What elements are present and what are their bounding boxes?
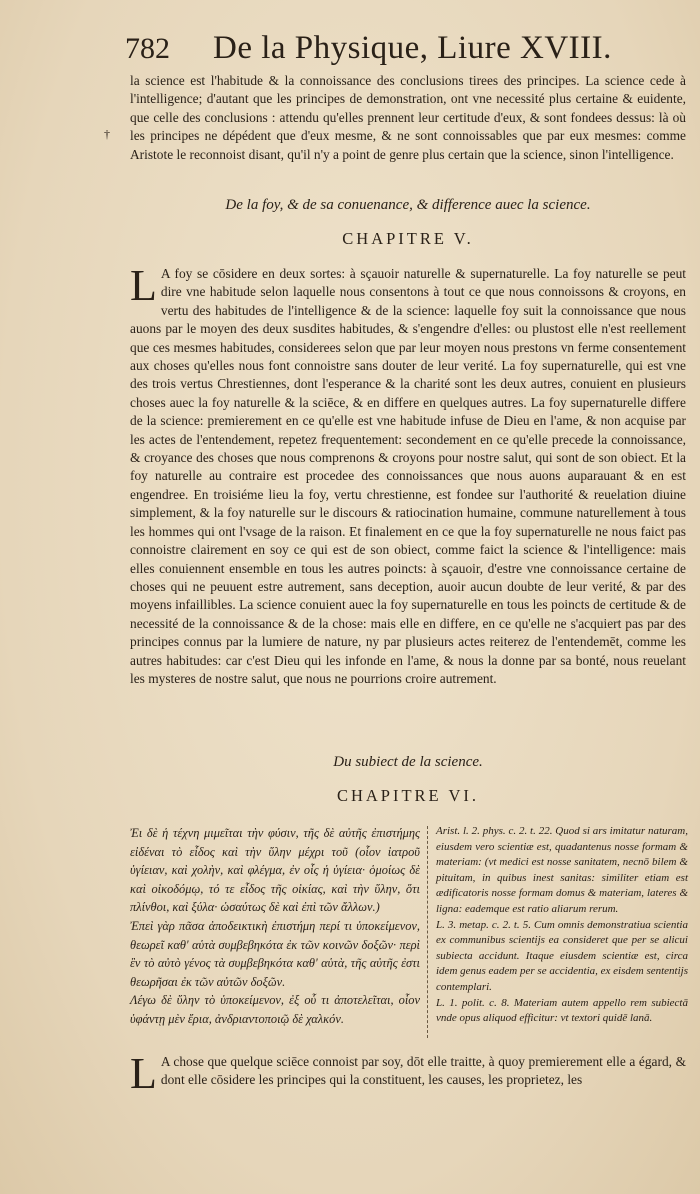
drop-cap: L bbox=[130, 1049, 157, 1098]
page-header bbox=[125, 30, 685, 70]
drop-cap: L bbox=[130, 261, 157, 310]
margin-mark: † bbox=[104, 127, 110, 141]
latin-quote: L. 1. polit. c. 8. Materiam autem appello rem subiectā vnde opus aliquod efficitur: vt textori quidē lanā. bbox=[436, 996, 688, 1025]
greek-quote: Ἐι δὲ ἡ τέχνη μιμεῖται τὴν φύσιν, τῆς δὲ αὐτῆς ἐπιστήμης εἰδέναι τὸ εἶδος καὶ τὴν ὕλην μέχρι τοῦ (οἷον ἰατροῦ ὑγίειαν, καὶ χολὴν, καὶ φλέγμα, ἐν οἷς ἡ ὑγίεια· ὁμοίως δὲ καὶ οἰκοδόμῳ, τό τε εἶδος τῆς οἰκίας, καὶ τὴν ὕλην, ὅτι πλίνθοι, καὶ ξύλα· ὡσαύτως δὲ καὶ ἐπὶ τῶν ἄλλων.) bbox=[130, 826, 420, 915]
intro-paragraph: la science est l'habitude & la connoissance des conclusions tirees des principes. La science cede à l'intelligence; d'autant que les principes de demonstration, ont vne necessité plus certaine & euidente, que celle des conclusions : attendu qu'elles prennent leur certitude d'eux, & sont fondees dessus: là où les principes ne dépédent que d'eux mesme, & ne sont connoissables que par eux mesmes: comme Aristote le reconnoist disant, qu'il n'y a point de genre plus certain que la science, sinon l'intelligence. bbox=[130, 73, 686, 162]
chapter-5-paragraph bbox=[130, 261, 686, 688]
chapter-6-paragraph bbox=[130, 1049, 686, 1098]
greek-quote: Ἐπεὶ γὰρ πᾶσα ἀποδεικτικὴ ἐπιστήμη περί τι ὑποκείμενον, θεωρεῖ καθ' αὑτὰ συμβεβηκότα ἐκ τῶν κοινῶν δοξῶν· περὶ ἓν τὸ αὐτὸ γένος τὰ συμβεβηκότα καθ' αὑτὰ, τῆς αὐτῆς ἐστι θεωρῆσαι ἐκ τῶν αὐτῶν δοξῶν. bbox=[130, 918, 420, 989]
latin-quote: L. 3. metap. c. 2. t. 5. Cum omnis demonstratiua scientia ex communibus scientijs ea consideret que per se alicui subiecta accidunt. Itaque eiusdem scientiæ est, circa idem genus eadem per se accidentia, ex eisdem sententijs contemplari. bbox=[436, 918, 689, 993]
latin-quote: Arist. l. 2. phys. c. 2. t. 22. Quod si ars imitatur naturam, eiusdem vero scientiæ est, quadantenus nosse formam & materiam: (vt medici est nosse sanitatem, necnō bilem & pituitam, in quibus inest sanitas: similiter etiam est ædificatoris nosse formam domus & materiam, lateres & ligna: eademque est ratio aliarum rerum. bbox=[436, 825, 688, 915]
running-title: De la Physique, Liure XVIII. bbox=[213, 30, 612, 66]
column-divider bbox=[427, 826, 428, 1038]
greek-column bbox=[130, 824, 420, 1029]
greek-quote: Λέγω δὲ ὕλην τὸ ὑποκείμενον, ἐξ οὗ τι ἀποτελεῖται, οἷον ὑφάντῃ μὲν ἔρια, ἀνδριαντοποιῷ δὲ χαλκόν. bbox=[130, 993, 420, 1026]
latin-column bbox=[436, 824, 688, 1027]
quotation-columns bbox=[130, 824, 689, 1046]
section-heading-faith: De la foy, & de sa conuenance, & difference auec la science. bbox=[225, 197, 591, 213]
page-number: 782 bbox=[125, 32, 170, 65]
chapter-6-title: CHAPITRE VI. bbox=[336, 786, 480, 805]
section-heading-subject: Du subiect de la science. bbox=[333, 754, 483, 770]
chapter-6-text: A chose que quelque sciēce connoist par soy, dōt elle traitte, à quoy premierement elle a égard, & dont elle cōsidere les principes qui la constituent, les causes, les proprietez, les bbox=[160, 1054, 686, 1088]
chapter-5-title: CHAPITRE V. bbox=[342, 229, 474, 248]
chapter-5-text: A foy se cōsidere en deux sortes: à sçauoir naturelle & supernaturelle. La foy naturelle se peut dire vne habitude selon laquelle nous consentons à tout ce que nous connoissons & croyons, en vertu des habitudes de l'intelligence & de la science: laquelle foy suit la connoissance que nous auons par le moyen des deux susdites habitudes, & s'engendre d'elles: ou plustost elle n'est reellement que ces mesmes habitudes, considerees selon que par leur moyen nous prestons vn ferme consentement aux choses qu'elles nous font connoistre sans douter de leur verité. La foy supernaturelle, qui est vne des trois vertus Chrestiennes, dont l'esperance & la charité sont les deux autres, conuient en plusieurs choses auec la foy naturelle & la sciēce, & en differe en quelques autres. La foy supernaturelle differe de la science: premierement en ce qu'elle est vne habitude infuse de Dieu en l'ame, & non acquise par les actes de l'entendement, repetez frequentement: secondement en ce qu'elle precede la connoissance, & croyance des choses que nous comprenons & croyons pour nostre salut, qui sont de son obiect. Et la foy naturelle au contraire est procedee des connoissances que nous auons auparauant & en est engendree. En troisiéme lieu la foy, vertu chrestienne, est fondee sur l'authorité & reuelation diuine simplement, & la foy naturelle sur le discours & ratiocination humaine, commune naturellement à tous les hommes qui ont l'vsage de la raison. Et finalement en ce que la foy supernaturelle ne nous faict pas connoistre clairement en soy ce qui est de son obiect, comme faict la science & l'intelligence: mais elles conuiennent ensemble en tous les autres poincts: à sçauoir, d'estre vne connoissance certaine de choses qui ne peuuent estre autrement, sans deception, auoir aucun doubte de leur verité, & par des moyens infaillibles. La science conuient auec la foy supernaturelle en tous les poincts de certitude & de necessité de la connoissance & de la chose: mais elle en differe, en ce qu'elle ne s'acquiert pas par des principes connus par la lumiere de nature, ny par plusieurs actes reiterez de l'entendemēt, comme les autres habitudes: car c'est Dieu qui les infonde en l'ame, & nous la donne par sa bonté, nous reuelant les mysteres de nostre salut, que nous ne pourrions croire autrement. bbox=[130, 266, 686, 686]
